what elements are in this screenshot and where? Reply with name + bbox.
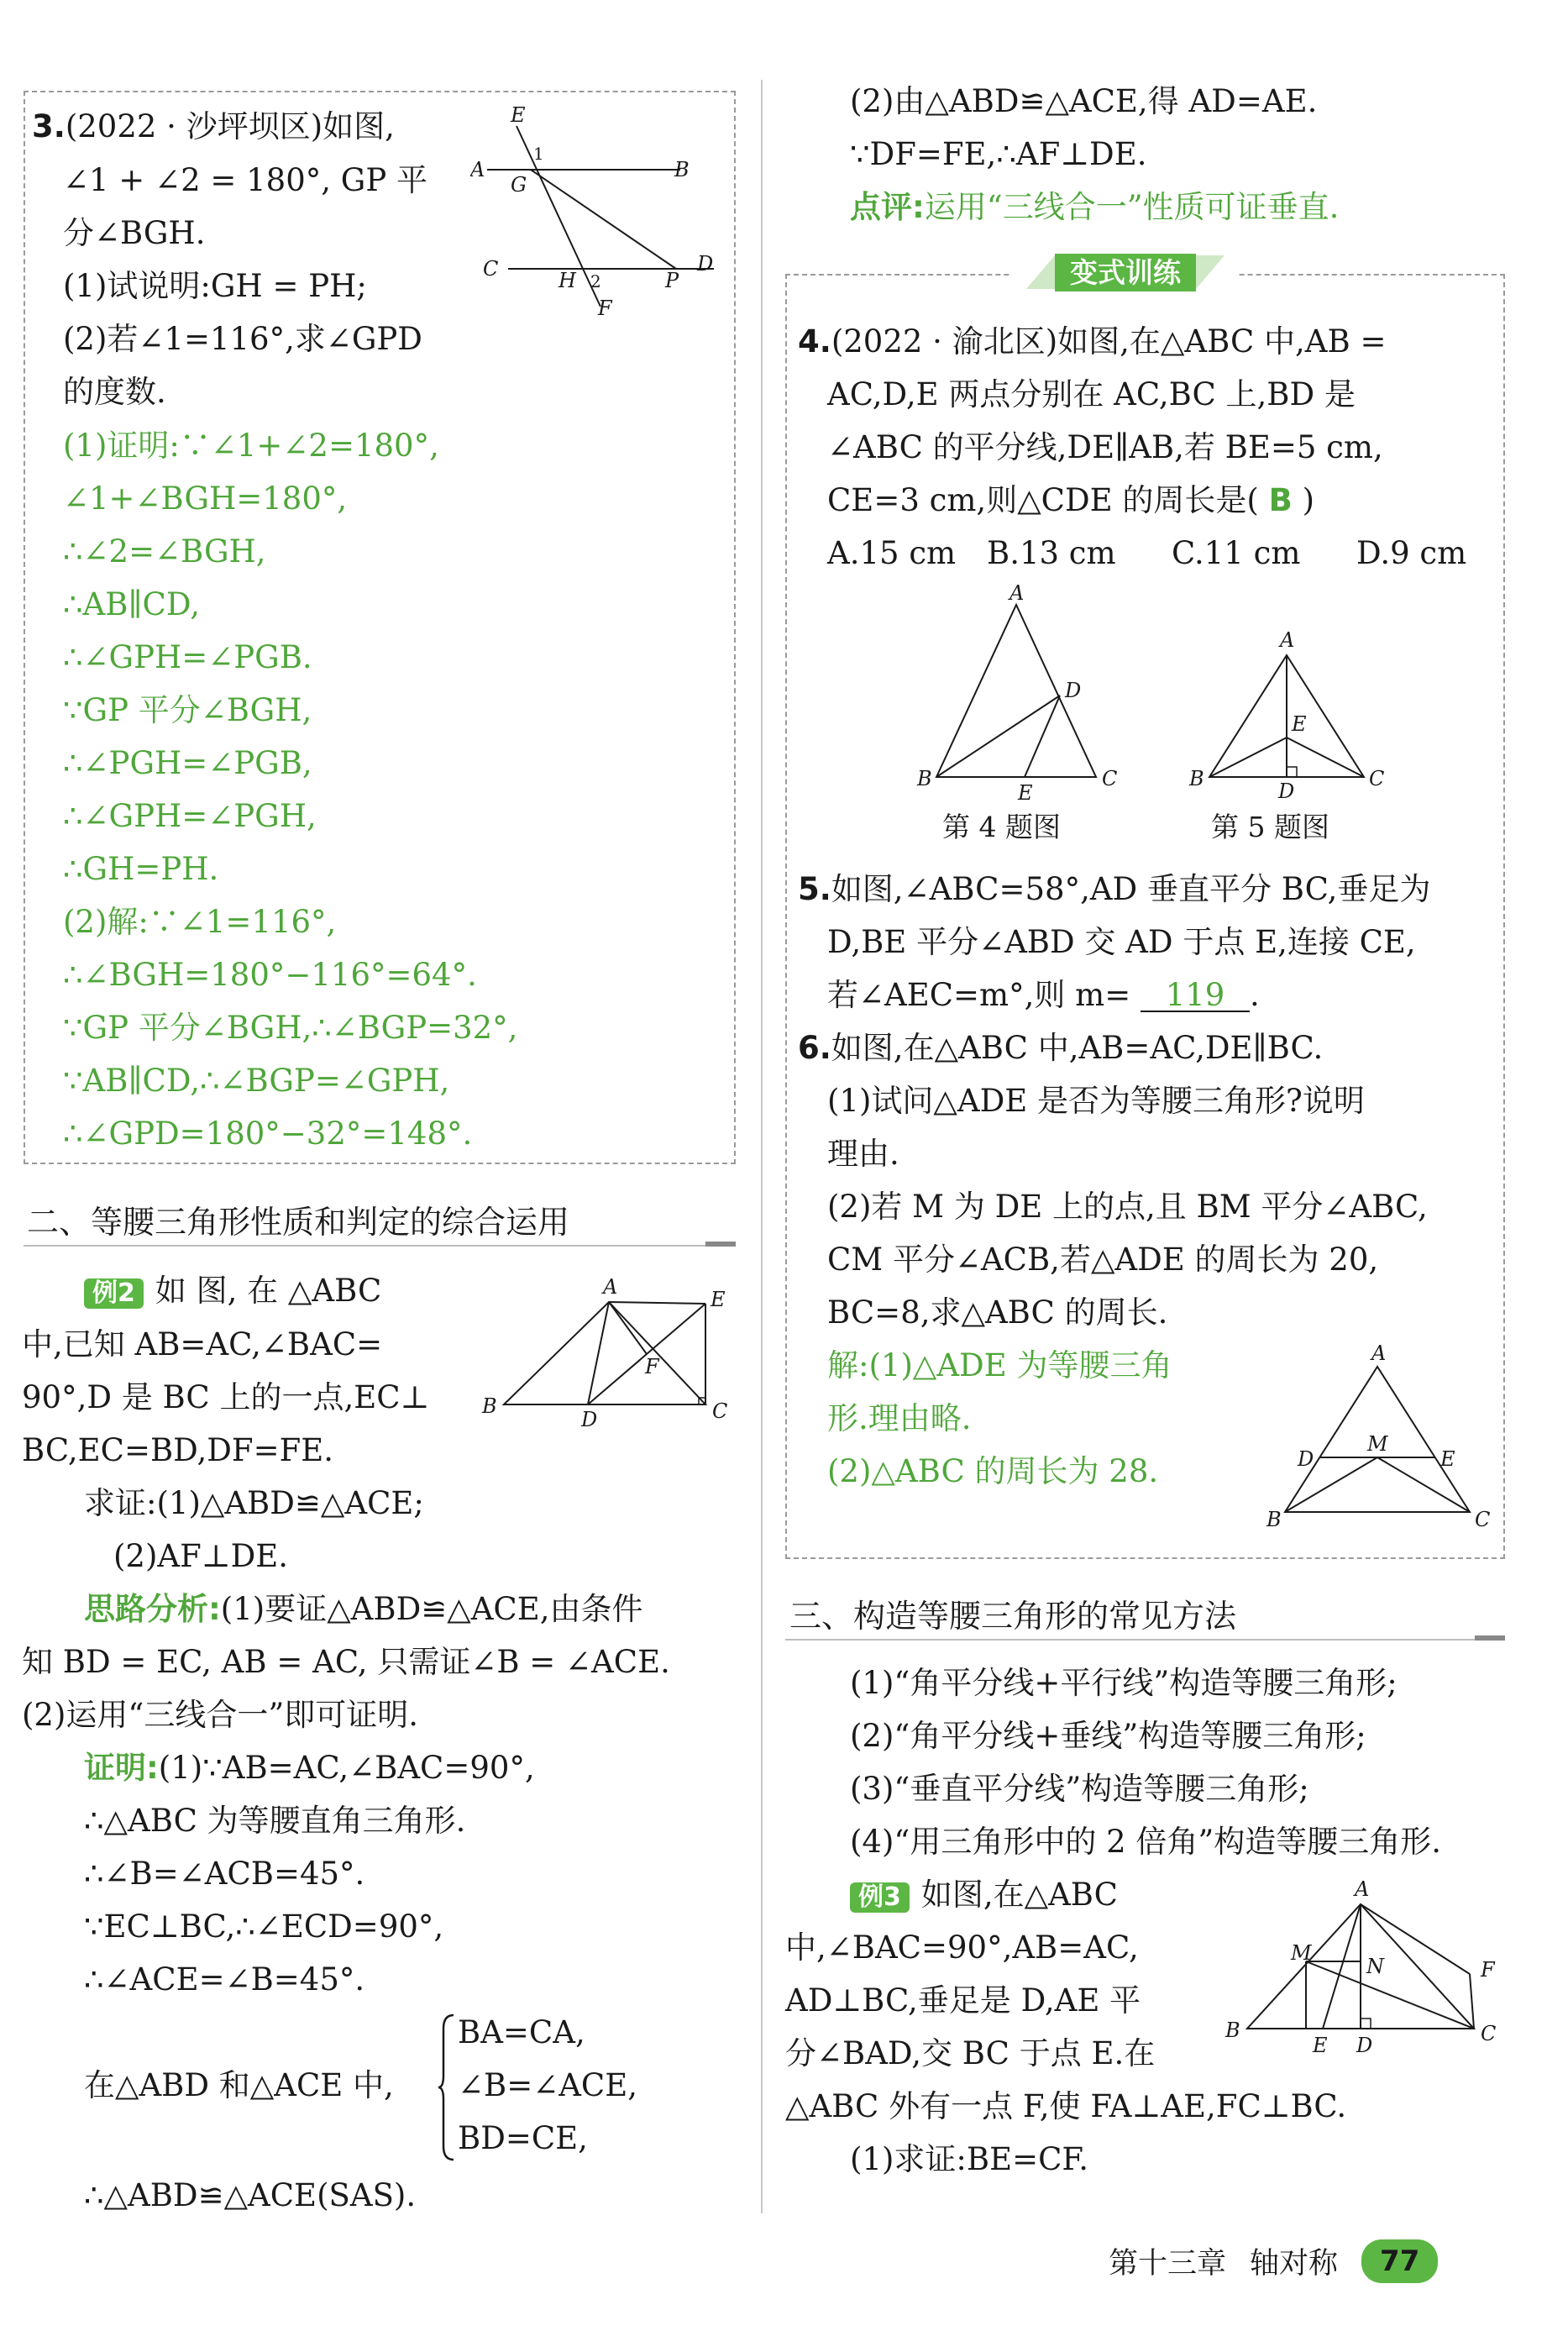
footer-chapter: 第十三章 (1109, 2247, 1227, 2281)
right-continuation-line1: (2)由△ABD≌△ACE,得 AD=AE. (850, 83, 1318, 119)
section-3-title: 三、构造等腰三角形的常见方法 (789, 1598, 1237, 1635)
fig3-label-g: G (511, 173, 527, 197)
solution-line: (2)解:∵∠1=116°, (63, 904, 337, 940)
fig-ex3-label-d: D (1356, 2034, 1373, 2057)
example-2-line1: 例2 如 图, 在 △ABC (84, 1275, 381, 1309)
solution-line: ∴∠GPH=∠PGH, (63, 798, 317, 834)
question-4-line3: ∠ABC 的平分线,DE∥AB,若 BE=5 cm, (827, 429, 1383, 465)
example-2-proof-line4: ∵EC⊥BC,∴∠ECD=90°, (84, 1908, 444, 1945)
fig6-label-a: A (1371, 1341, 1387, 1365)
question-6-figure (1260, 1340, 1495, 1537)
fig5-label-a: A (1280, 628, 1295, 652)
problem-3-line3: 分∠BGH. (63, 215, 206, 251)
section-3-item-1: (1)“角平分线+平行线”构造等腰三角形; (850, 1665, 1398, 1701)
example-2-proof-line6: 在△ABD 和△ACE 中, (84, 2067, 394, 2103)
banner-right-wing (1196, 255, 1225, 289)
question-4-line2: AC,D,E 两点分别在 AC,BC 上,BD 是 (827, 376, 1356, 412)
fig6-label-e: E (1440, 1447, 1455, 1471)
solution-line: ∵AB∥CD,∴∠BGP=∠GPH, (63, 1063, 450, 1099)
fig6-label-d: D (1298, 1447, 1314, 1471)
fig3-label-c: C (483, 257, 499, 281)
footer-title: 轴对称 (1250, 2247, 1339, 2281)
fig4-label-a: A (1009, 581, 1025, 605)
question-5-answer-blank: 119 (1141, 979, 1250, 1012)
question-6-line6: BC=8,求△ABC 的周长. (827, 1294, 1168, 1331)
fig3-label-h: H (559, 269, 576, 292)
variant-training-banner (1012, 249, 1239, 296)
right-continuation-line2: ∵DF=FE,∴AF⊥DE. (850, 136, 1147, 172)
example-2-analysis-line1: 思路分析:(1)要证△ABD≌△ACE,由条件 (84, 1591, 643, 1627)
fig6-label-b: B (1266, 1508, 1282, 1531)
example-3-tag: 例3 (850, 1882, 910, 1913)
example-3-figure (1222, 1869, 1512, 2071)
question-6-line3: 理由. (827, 1136, 899, 1172)
banner-label: 变式训练 (1055, 254, 1196, 291)
example-2-proof-line3: ∴∠B=∠ACB=45°. (84, 1856, 365, 1892)
solution-line: ∴∠BGH=180°−116°=64°. (63, 957, 477, 993)
problem-3-line2: ∠1 + ∠2 = 180°, GP 平 (63, 162, 427, 198)
fig-ex3-label-c: C (1481, 2022, 1497, 2045)
question-4-option-d: D.9 cm (1356, 535, 1467, 571)
question-5-line1: 5.如图,∠ABC=58°,AD 垂直平分 BC,垂足为 (798, 871, 1431, 907)
question-6-solution-line2: 形.理由略. (827, 1400, 972, 1436)
fig3-label-f: F (598, 297, 612, 319)
fig-ex2-label-d: D (581, 1408, 598, 1431)
fig-ex2-label-e: E (711, 1288, 726, 1311)
solution-line: ∠1+∠BGH=180°, (63, 480, 348, 517)
fig-ex3-label-n: N (1366, 1955, 1384, 1978)
example-2-proof-line7: ∴△ABD≌△ACE(SAS). (84, 2177, 417, 2213)
solution-line: ∴∠PGH=∠PGB, (63, 745, 312, 781)
fig-ex3-label-e: E (1313, 2034, 1328, 2057)
fig-ex2-label-b: B (482, 1394, 497, 1418)
solution-line: ∵GP 平分∠BGH, (63, 692, 312, 728)
example-3-line4: 分∠BAD,交 BC 于点 E.在 (785, 2035, 1156, 2071)
fig-ex2-label-f: F (645, 1355, 659, 1378)
fig5-label-b: B (1189, 767, 1204, 790)
solution-line: ∴∠2=∠BGH, (63, 533, 266, 570)
section-3-item-2: (2)“角平分线+垂线”构造等腰三角形; (850, 1718, 1366, 1754)
fig5-label-e: E (1292, 712, 1307, 736)
question-4-line1: 4.(2022 · 渝北区)如图,在△ABC 中,AB = (798, 323, 1387, 360)
example-2-brace-line1: BA=CA, (458, 2014, 585, 2050)
page-number-badge: 77 (1361, 2239, 1438, 2283)
fig3-label-p: P (665, 269, 679, 292)
problem-3-line6: 的度数. (63, 374, 166, 410)
solution-line: ∵GP 平分∠BGH,∴∠BGP=32°, (63, 1010, 518, 1046)
section-2-rule-end (705, 1242, 736, 1247)
section-3-rule (785, 1639, 1505, 1641)
question-6-solution-line3: (2)△ABC 的周长为 28. (827, 1453, 1159, 1489)
example-2-brace-line2: ∠B=∠ACE, (458, 2067, 637, 2103)
fig3-label-1: 1 (533, 144, 544, 164)
example-2-analysis-line3: (2)运用“三线合一”即可证明. (22, 1697, 419, 1733)
question-6-solution-line1: 解:(1)△ADE 为等腰三角 (827, 1347, 1172, 1383)
question-4-line4: CE=3 cm,则△CDE 的周长是( B ) (827, 482, 1314, 518)
example-2-brace-line3: BD=CE, (458, 2120, 588, 2156)
fig4-label-b: B (917, 767, 932, 790)
section-3-rule-end (1475, 1635, 1505, 1641)
example-2-analysis-line2: 知 BD = EC, AB = AC, 只需证∠B = ∠ACE. (22, 1644, 670, 1680)
example-2-tag: 例2 (84, 1278, 144, 1309)
right-comment-line: 点评:运用“三线合一”性质可证垂直. (850, 189, 1340, 225)
solution-line: ∴GH=PH. (63, 851, 219, 887)
fig6-label-m: M (1367, 1432, 1388, 1456)
fig3-label-2: 2 (590, 271, 601, 291)
question-5-line3: 若∠AEC=m°,则 m= 119 . (827, 977, 1260, 1013)
problem-3-line1: 3.(2022 · 沙坪坝区)如图, (32, 108, 395, 144)
question-6-line4: (2)若 M 为 DE 上的点,且 BM 平分∠ABC, (827, 1189, 1428, 1225)
section-2-rule (24, 1245, 736, 1247)
question-4-option-c: C.11 cm (1172, 535, 1301, 571)
question-4-option-a: A.15 cm (827, 535, 957, 571)
fig3-label-e: E (511, 103, 526, 127)
problem-3-line5: (2)若∠1=116°,求∠GPD (63, 321, 422, 357)
question-5-figure (1184, 622, 1386, 806)
example-3-line5: △ABC 外有一点 F,使 FA⊥AE,FC⊥BC. (785, 2088, 1347, 2124)
fig3-label-d: D (697, 252, 714, 276)
example-2-line3: 90°,D 是 BC 上的一点,EC⊥ (22, 1379, 430, 1415)
fig-ex3-label-f: F (1481, 1958, 1495, 1982)
example-3-line1: 例3 如图,在△ABC (850, 1879, 1118, 1913)
fig6-label-c: C (1475, 1508, 1491, 1531)
fig-ex3-label-a: A (1355, 1877, 1370, 1901)
question-6-line1: 6.如图,在△ABC 中,AB=AC,DE∥BC. (798, 1030, 1324, 1066)
footer (1109, 2241, 1438, 2281)
example-2-line2: 中,已知 AB=AC,∠BAC= (22, 1326, 383, 1362)
example-2-figure (479, 1268, 731, 1436)
question-6-line2: (1)试问△ADE 是否为等腰三角形?说明 (827, 1083, 1365, 1119)
section-2-title: 二、等腰三角形性质和判定的综合运用 (27, 1204, 570, 1241)
solution-line: ∴∠GPD=180°−32°=148°. (63, 1116, 473, 1152)
question-4-option-b: B.13 cm (987, 535, 1116, 571)
solution-line: (1)证明:∵∠1+∠2=180°, (63, 428, 439, 464)
section-3-item-3: (3)“垂直平分线”构造等腰三角形; (850, 1771, 1309, 1807)
question-6-line5: CM 平分∠ACB,若△ADE 的周长为 20, (827, 1242, 1379, 1278)
section-3-item-4: (4)“用三角形中的 2 倍角”构造等腰三角形. (850, 1824, 1442, 1860)
fig5-label-d: D (1278, 780, 1295, 803)
example-2-line5: 求证:(1)△ABD≌△ACE; (84, 1485, 424, 1521)
problem-3-line4: (1)试说明:GH = PH; (63, 268, 367, 304)
fig5-label-c: C (1369, 767, 1385, 790)
fig4-label-c: C (1102, 767, 1118, 790)
fig-ex2-label-c: C (712, 1399, 728, 1423)
fig4-label-e: E (1018, 781, 1033, 805)
column-divider (761, 80, 763, 2213)
question-4-figure-caption: 第 4 题图 (942, 811, 1061, 843)
example-2-line4: BC,EC=BD,DF=FE. (22, 1432, 334, 1468)
solution-line: ∴AB∥CD, (63, 586, 200, 622)
fig-ex2-label-a: A (603, 1275, 618, 1299)
solution-line: ∴∠GPH=∠PGB. (63, 639, 312, 675)
example-3-line6: (1)求证:BE=CF. (850, 2141, 1089, 2177)
question-4-figure (915, 580, 1125, 806)
example-2-proof-line1: 证明:(1)∵AB=AC,∠BAC=90°, (84, 1750, 535, 1786)
example-2-proof-line2: ∴△ABC 为等腰直角三角形. (84, 1803, 466, 1839)
example-3-line3: AD⊥BC,垂足是 D,AE 平 (785, 1982, 1141, 2019)
fig4-label-d: D (1065, 679, 1082, 702)
banner-left-wing (1026, 255, 1055, 289)
example-2-proof-line5: ∴∠ACE=∠B=45°. (84, 1961, 365, 1998)
question-5-figure-caption: 第 5 题图 (1211, 811, 1329, 843)
question-4-answer: B (1268, 482, 1293, 518)
problem-3-figure (470, 101, 722, 319)
example-2-line6: (2)AF⊥DE. (113, 1538, 289, 1574)
brace-icon (437, 2012, 457, 2163)
fig3-label-a: A (470, 158, 485, 181)
question-5-line2: D,BE 平分∠ABD 交 AD 于点 E,连接 CE, (827, 924, 1416, 960)
fig3-label-b: B (674, 158, 690, 181)
example-3-line2: 中,∠BAC=90°,AB=AC, (785, 1929, 1139, 1966)
fig-ex3-label-b: B (1225, 2019, 1240, 2042)
fig-ex3-label-m: M (1291, 1941, 1312, 1965)
